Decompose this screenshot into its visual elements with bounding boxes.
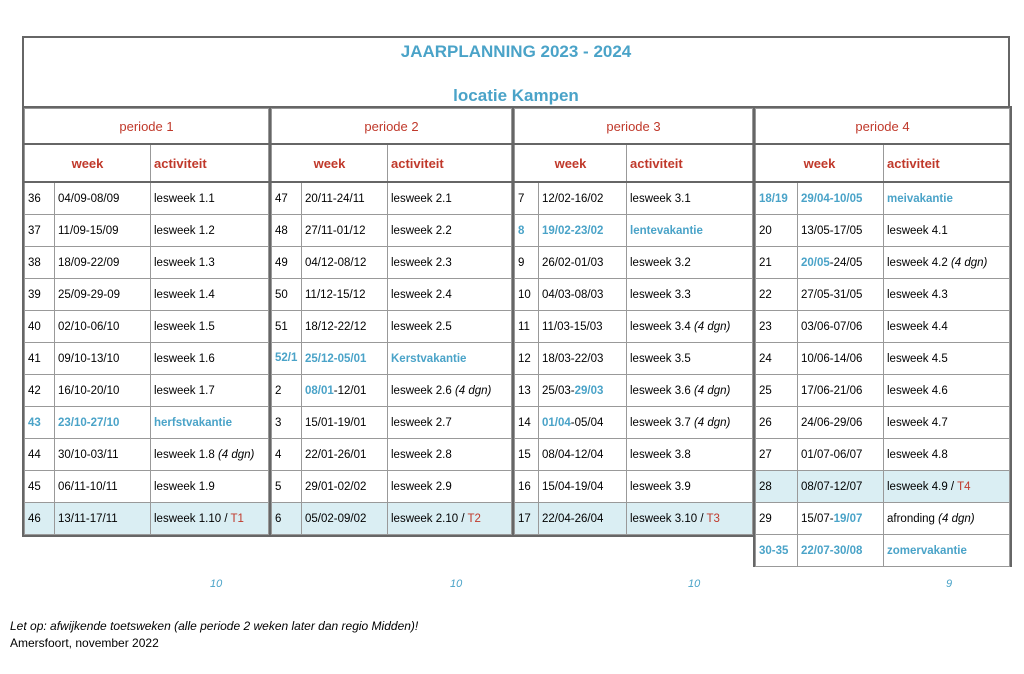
- date-range: 29/04-10/05: [798, 182, 884, 215]
- activity-cell: [388, 247, 512, 279]
- week-number: 7: [515, 182, 539, 215]
- date-range: 08/07-12/07: [798, 471, 884, 503]
- activity-label: lesweek 4.7: [887, 416, 948, 429]
- activity-cell: [627, 503, 753, 535]
- table-row: [272, 182, 512, 215]
- activity-cell: [627, 343, 753, 375]
- table-row: [272, 279, 512, 311]
- date-range: 03/06-07/06: [798, 311, 884, 343]
- activity-cell: [627, 471, 753, 503]
- activity-cell: [884, 215, 1010, 247]
- date-range: 11/03-15/03: [539, 311, 627, 343]
- week-number: 24: [756, 343, 798, 375]
- activity-cell: [151, 471, 269, 503]
- activity-label: lesweek 4.2: [887, 256, 948, 269]
- activity-label: lesweek 1.10 /: [154, 512, 231, 525]
- activity-cell: [388, 182, 512, 215]
- table-row: [756, 343, 1010, 375]
- date-start: 20/05: [801, 256, 830, 269]
- period-total: 9: [946, 578, 953, 590]
- date-range: 13/05-17/05: [798, 215, 884, 247]
- test-label: T3: [706, 512, 720, 525]
- date-range: 22/07-30/08: [798, 535, 884, 567]
- week-number: 25: [756, 375, 798, 407]
- activity-cell: [388, 311, 512, 343]
- activity-label: lesweek 3.8: [630, 448, 691, 461]
- activity-cell: [884, 311, 1010, 343]
- date-range: 18/09-22/09: [55, 247, 151, 279]
- date-range: [539, 407, 627, 439]
- week-number: 44: [25, 439, 55, 471]
- activity-cell: [388, 503, 512, 535]
- date-range: [539, 375, 627, 407]
- activity-label: lesweek 1.4: [154, 288, 215, 301]
- table-row: [25, 182, 269, 215]
- date-range: [302, 375, 388, 407]
- date-start: 08/01: [305, 384, 334, 397]
- activity-label: meivakantie: [887, 192, 953, 205]
- period-4: [753, 106, 1012, 567]
- period-name: periode 1: [25, 109, 269, 145]
- activity-cell: [884, 439, 1010, 471]
- table-row: [272, 311, 512, 343]
- note-line: Let op: afwijkende toetsweken (alle periode 2 weken later dan regio Midden)!: [10, 619, 419, 633]
- activity-label: lesweek 2.2: [391, 224, 452, 237]
- table-row: [25, 375, 269, 407]
- activity-cell: [884, 247, 1010, 279]
- period-table: [24, 108, 269, 535]
- date-range: 10/06-14/06: [798, 343, 884, 375]
- week-number: 45: [25, 471, 55, 503]
- activity-label: lesweek 3.7: [630, 416, 691, 429]
- date-range: 15/04-19/04: [539, 471, 627, 503]
- table-row: [515, 182, 753, 215]
- week-number: 48: [272, 215, 302, 247]
- week-number: 49: [272, 247, 302, 279]
- location-title: locatie Kampen: [453, 86, 579, 105]
- table-row: [25, 471, 269, 503]
- week-number: 37: [25, 215, 55, 247]
- date-range: 22/01-26/01: [302, 439, 388, 471]
- date-range: 09/10-13/10: [55, 343, 151, 375]
- activity-label: lesweek 1.6: [154, 352, 215, 365]
- date-range: 23/10-27/10: [55, 407, 151, 439]
- table-row: [515, 215, 753, 247]
- activity-label: herfstvakantie: [154, 416, 232, 429]
- activity-cell: [388, 471, 512, 503]
- week-number: 46: [25, 503, 55, 535]
- table-row: [25, 215, 269, 247]
- week-number: 29: [756, 503, 798, 535]
- period-1: [22, 106, 269, 537]
- date-end: 19/07: [833, 512, 863, 525]
- activity-header: activiteit: [388, 144, 512, 182]
- activity-label: lesweek 3.3: [630, 288, 691, 301]
- activity-note: (4 dgn): [217, 448, 255, 461]
- activity-label: lesweek 2.8: [391, 448, 452, 461]
- week-number: 12: [515, 343, 539, 375]
- activity-cell: [388, 439, 512, 471]
- date-range: 02/10-06/10: [55, 311, 151, 343]
- week-number: 13: [515, 375, 539, 407]
- activity-cell: [151, 503, 269, 535]
- week-header: week: [515, 144, 627, 182]
- date-range: 15/01-19/01: [302, 407, 388, 439]
- week-number: 20: [756, 215, 798, 247]
- activity-cell: [151, 182, 269, 215]
- activity-label: lesweek 2.6: [391, 384, 452, 397]
- week-number: 38: [25, 247, 55, 279]
- table-row: [756, 182, 1010, 215]
- activity-label: lesweek 2.1: [391, 192, 452, 205]
- activity-label: lesweek 1.3: [154, 256, 215, 269]
- table-row: [756, 407, 1010, 439]
- week-number: 11: [515, 311, 539, 343]
- activity-cell: [627, 215, 753, 247]
- activity-label: lesweek 1.7: [154, 384, 215, 397]
- week-number: 14: [515, 407, 539, 439]
- activity-cell: [884, 471, 1010, 503]
- activity-cell: [627, 247, 753, 279]
- activity-label: lesweek 1.2: [154, 224, 215, 237]
- period-table: [514, 108, 753, 535]
- date-start: 01/04: [542, 416, 571, 429]
- activity-cell: [884, 407, 1010, 439]
- table-row: [756, 503, 1010, 535]
- week-number: 40: [25, 311, 55, 343]
- table-row: [25, 279, 269, 311]
- activity-note: (4 dgn): [693, 320, 731, 333]
- week-number: 4: [272, 439, 302, 471]
- activity-note: (4 dgn): [454, 384, 492, 397]
- date-range: 25/12-05/01: [302, 343, 388, 375]
- footer-line: Amersfoort, november 2022: [10, 636, 159, 650]
- date-range: 17/06-21/06: [798, 375, 884, 407]
- table-row: [25, 503, 269, 535]
- activity-label: Kerstvakantie: [391, 352, 467, 365]
- table-row: [515, 471, 753, 503]
- week-number: 18/19: [756, 182, 798, 215]
- date-end: -05/04: [570, 416, 604, 429]
- table-row: [756, 311, 1010, 343]
- date-range: 04/12-08/12: [302, 247, 388, 279]
- activity-header: activiteit: [627, 144, 753, 182]
- table-row: [756, 247, 1010, 279]
- date-range: 11/12-15/12: [302, 279, 388, 311]
- table-row: [756, 439, 1010, 471]
- week-number: 50: [272, 279, 302, 311]
- activity-label: lesweek 4.5: [887, 352, 948, 365]
- week-number: 21: [756, 247, 798, 279]
- week-number: 5: [272, 471, 302, 503]
- week-header: week: [25, 144, 151, 182]
- period-table: [755, 108, 1010, 567]
- week-header: week: [756, 144, 884, 182]
- table-row: [756, 279, 1010, 311]
- activity-cell: [884, 279, 1010, 311]
- table-row: [272, 215, 512, 247]
- activity-cell: [884, 535, 1010, 567]
- activity-note: (4 dgn): [693, 416, 731, 429]
- table-row: [272, 407, 512, 439]
- table-row: [515, 407, 753, 439]
- date-range: 29/01-02/02: [302, 471, 388, 503]
- week-number: 8: [515, 215, 539, 247]
- week-number: 42: [25, 375, 55, 407]
- table-row: [756, 375, 1010, 407]
- table-row: [272, 247, 512, 279]
- table-row: [756, 215, 1010, 247]
- activity-label: lesweek 3.5: [630, 352, 691, 365]
- table-row: [25, 407, 269, 439]
- table-row: [515, 503, 753, 535]
- week-number: 51: [272, 311, 302, 343]
- activity-cell: [388, 279, 512, 311]
- period-total: 10: [450, 578, 463, 590]
- table-row: [272, 471, 512, 503]
- date-range: 30/10-03/11: [55, 439, 151, 471]
- activity-label: lesweek 1.1: [154, 192, 215, 205]
- date-range: 16/10-20/10: [55, 375, 151, 407]
- page-title: JAARPLANNING 2023 - 2024: [400, 42, 632, 61]
- date-range: [798, 503, 884, 535]
- period-table: [271, 108, 512, 535]
- activity-cell: [627, 407, 753, 439]
- week-header: week: [272, 144, 388, 182]
- activity-cell: [151, 311, 269, 343]
- week-number: 15: [515, 439, 539, 471]
- activity-label: lesweek 2.3: [391, 256, 452, 269]
- planning-frame: [22, 36, 1010, 567]
- date-start: 25/03-: [542, 384, 575, 397]
- activity-label: lesweek 3.6: [630, 384, 691, 397]
- date-range: [798, 247, 884, 279]
- week-number: 17: [515, 503, 539, 535]
- activity-note: (4 dgn): [950, 256, 988, 269]
- date-range: 04/09-08/09: [55, 182, 151, 215]
- activity-cell: [627, 375, 753, 407]
- activity-label: lesweek 2.4: [391, 288, 452, 301]
- date-range: 22/04-26/04: [539, 503, 627, 535]
- date-range: 04/03-08/03: [539, 279, 627, 311]
- activity-label: lesweek 4.1: [887, 224, 948, 237]
- period-total: 10: [210, 578, 223, 590]
- activity-cell: [151, 439, 269, 471]
- week-number: 43: [25, 407, 55, 439]
- activity-cell: [884, 503, 1010, 535]
- week-number: 23: [756, 311, 798, 343]
- table-row: [272, 343, 512, 375]
- week-number: 2: [272, 375, 302, 407]
- date-range: 20/11-24/11: [302, 182, 388, 215]
- date-range: 26/02-01/03: [539, 247, 627, 279]
- activity-cell: [151, 407, 269, 439]
- period-total: 10: [688, 578, 701, 590]
- activity-note: (4 dgn): [693, 384, 731, 397]
- date-end: -12/01: [333, 384, 367, 397]
- activity-header: activiteit: [151, 144, 269, 182]
- week-number: 47: [272, 182, 302, 215]
- period-name: periode 2: [272, 109, 512, 145]
- table-row: [515, 343, 753, 375]
- table-row: [515, 439, 753, 471]
- week-number: 28: [756, 471, 798, 503]
- table-row: [756, 535, 1010, 567]
- date-range: 05/02-09/02: [302, 503, 388, 535]
- test-label: T1: [230, 512, 244, 525]
- activity-label: afronding: [887, 512, 935, 525]
- date-range: 13/11-17/11: [55, 503, 151, 535]
- activity-label: lesweek 1.8: [154, 448, 215, 461]
- activity-label: lesweek 2.9: [391, 480, 452, 493]
- week-number: 39: [25, 279, 55, 311]
- week-number: 30-35: [756, 535, 798, 567]
- activity-cell: [884, 182, 1010, 215]
- date-range: 24/06-29/06: [798, 407, 884, 439]
- activity-label: lesweek 4.8: [887, 448, 948, 461]
- date-range: 25/09-29-09: [55, 279, 151, 311]
- period-2: [269, 106, 512, 537]
- activity-label: lesweek 4.3: [887, 288, 948, 301]
- date-start: 15/07-: [801, 512, 834, 525]
- activity-label: lesweek 2.10 /: [391, 512, 468, 525]
- table-row: [515, 375, 753, 407]
- activity-label: zomervakantie: [887, 544, 967, 557]
- activity-label: lesweek 1.9: [154, 480, 215, 493]
- week-number: 26: [756, 407, 798, 439]
- test-label: T2: [467, 512, 481, 525]
- activity-cell: [627, 311, 753, 343]
- activity-cell: [151, 375, 269, 407]
- activity-cell: [884, 375, 1010, 407]
- activity-label: lesweek 2.7: [391, 416, 452, 429]
- activity-cell: [151, 279, 269, 311]
- activity-cell: [388, 375, 512, 407]
- table-row: [25, 343, 269, 375]
- activity-label: lesweek 3.9: [630, 480, 691, 493]
- period-name: periode 3: [515, 109, 753, 145]
- activity-note: (4 dgn): [938, 512, 975, 525]
- week-number: 22: [756, 279, 798, 311]
- period-name: periode 4: [756, 109, 1010, 145]
- week-number: 6: [272, 503, 302, 535]
- table-row: [515, 247, 753, 279]
- week-number: 41: [25, 343, 55, 375]
- activity-label: lesweek 4.9 /: [887, 480, 958, 493]
- table-row: [25, 439, 269, 471]
- activity-label: lesweek 3.10 /: [630, 512, 707, 525]
- table-row: [756, 471, 1010, 503]
- date-range: 08/04-12/04: [539, 439, 627, 471]
- activity-label: lesweek 4.4: [887, 320, 948, 333]
- activity-label: lesweek 2.5: [391, 320, 452, 333]
- table-row: [272, 503, 512, 535]
- title-box: [22, 36, 1010, 106]
- date-range: 06/11-10/11: [55, 471, 151, 503]
- date-end: -24/05: [829, 256, 863, 269]
- table-row: [272, 439, 512, 471]
- activity-cell: [388, 343, 512, 375]
- test-label: T4: [957, 480, 971, 493]
- activity-cell: [627, 439, 753, 471]
- activity-cell: [884, 343, 1010, 375]
- date-range: 27/05-31/05: [798, 279, 884, 311]
- activity-label: lesweek 3.4: [630, 320, 691, 333]
- date-range: 18/12-22/12: [302, 311, 388, 343]
- date-range: 19/02-23/02: [539, 215, 627, 247]
- date-range: 01/07-06/07: [798, 439, 884, 471]
- activity-cell: [151, 247, 269, 279]
- activity-cell: [388, 407, 512, 439]
- periods-grid: [22, 106, 1010, 567]
- week-number: 9: [515, 247, 539, 279]
- date-range: 27/11-01/12: [302, 215, 388, 247]
- week-number: 27: [756, 439, 798, 471]
- table-row: [25, 247, 269, 279]
- date-range: 18/03-22/03: [539, 343, 627, 375]
- week-number: 16: [515, 471, 539, 503]
- week-number: 10: [515, 279, 539, 311]
- activity-label: lesweek 4.6: [887, 384, 948, 397]
- activity-label: lentevakantie: [630, 224, 703, 237]
- table-row: [25, 311, 269, 343]
- week-number: 36: [25, 182, 55, 215]
- activity-label: lesweek 3.2: [630, 256, 691, 269]
- activity-cell: [151, 343, 269, 375]
- activity-label: lesweek 3.1: [630, 192, 691, 205]
- period-3: [512, 106, 753, 537]
- week-number: 52/1: [272, 343, 302, 375]
- date-range: 12/02-16/02: [539, 182, 627, 215]
- activity-label: lesweek 1.5: [154, 320, 215, 333]
- activity-cell: [627, 182, 753, 215]
- activity-header: activiteit: [884, 144, 1010, 182]
- table-row: [515, 279, 753, 311]
- table-row: [515, 311, 753, 343]
- activity-cell: [627, 279, 753, 311]
- table-row: [272, 375, 512, 407]
- week-number: 3: [272, 407, 302, 439]
- date-end: 29/03: [574, 384, 604, 397]
- date-range: 11/09-15/09: [55, 215, 151, 247]
- activity-cell: [151, 215, 269, 247]
- activity-cell: [388, 215, 512, 247]
